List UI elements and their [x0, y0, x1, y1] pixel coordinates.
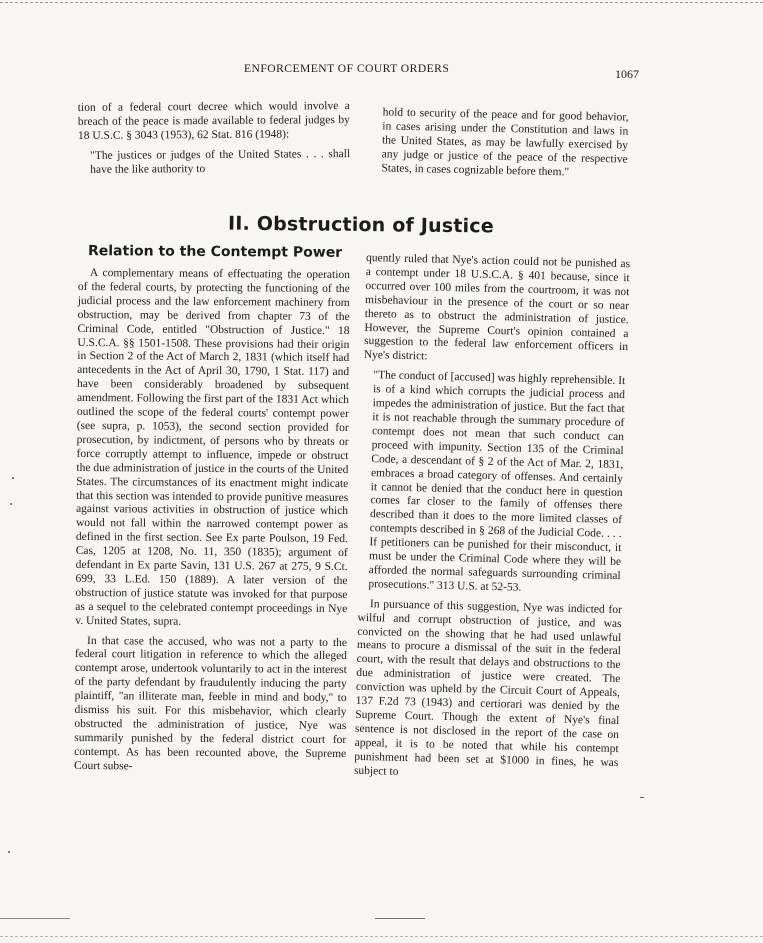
body-right-column: [354, 252, 630, 785]
scan-line: [0, 918, 70, 919]
scan-speck: [10, 503, 12, 505]
section-heading: II. Obstruction of Justice: [227, 212, 494, 238]
top-left-column: [78, 100, 351, 177]
paragraph: In that case the accused, who was not a party to the federal court litigation in reference to which the alleged contempt arose, undertook voluntarily to act in the interest of the party defendant by fraudulently inducing the party plaintiff, "an illiterate man, feeble in mind and body," to dismiss his suit. For this misbehavior, which clearly obstructed the administration of justice, Nye was summarily punished by the federal district court for contempt. As has been recounted above, the Supreme Court subse-: [74, 634, 348, 773]
top-scan-border: [0, 2, 763, 3]
bottom-scan-border: [0, 936, 763, 937]
scan-speck: [12, 477, 14, 479]
scan-line: [375, 918, 425, 919]
paragraph: tion of a federal court decree which would involve a breach of the peace is made available to federal judges by 18 U.S.C. § 3043 (1953), 62 Stat. 816 (1948):: [77, 100, 350, 142]
top-right-column: [381, 106, 628, 181]
running-head: ENFORCEMENT OF COURT ORDERS: [244, 62, 450, 75]
paragraph: quently ruled that Nye's action could not be punished as a contempt under 18 U.S.C.A. § 401 because, since it occurred over 100 miles from the courtroom, it was not misbehaviour in the presence of the court or so near thereto as to obstruct the administration of justice. However, the Supreme Court's opinion contained a suggestion to the federal law enforcement officers in Nye's district:: [363, 251, 631, 363]
paragraph: In pursuance of this suggestion, Nye was indicted for wilful and corrupt obstruction of justice, and was convicted on the showing that he had used unlawful means to procure a dismissal of the suit in the federal court, with the result that delays and obstructions to the due administration of justice were created. The conviction was upheld by the Circuit Court of Appeals, 137 F.2d 73 (1943) and certiorari was denied by the Supreme Court. Though the extent of Nye's final sentence is not disclosed in the report of the case on appeal, it is to be noted that while his contempt punishment had been set at $1000 in fines, he was subject to: [353, 597, 623, 778]
block-quote: "The conduct of [accused] was highly reprehensible. It is of a kind which corrupts the judicial process and impedes the administration of justice. But the fact that it is not reachable through the summary procedure of contempt does not mean that such conduct can proceed with impunity. Section 135 of the Criminal Code, a descendant of § 2 of the Act of Mar. 2, 1831, embraces a broad category of offenses. And certainly it cannot be denied that the conduct here in question comes far closer to the family of offenses there described than it does to the more limited classes of contempts described in § 268 of the Judicial Code. . . . If petitioners can be punished for their misconduct, it must be under the Criminal Code where they will be afforded the normal safeguards surrounding criminal prosecutions." 313 U.S. at 52-53.: [368, 369, 626, 594]
paragraph: A complementary means of effectuating the operation of the federal courts, by protecting the functioning of the judicial process and the law enforcement machinery from obstruction, may be derived from chapter 73 of the Criminal Code, entitled "Obstruction of Justice." 18 U.S.C.A. §§ 1501-1508. These provisions had their origin in Section 2 of the Act of March 2, 1831 (which itself had antecedents in the Act of April 30, 1790, 1 Stat. 117) and have been considerably broadened by subsequent amendment. Following the first part of the 1831 Act which outlined the scope of the federal courts' contempt power (see supra, p. 1053), the second section provided for prosecution, by indictment, of persons who by threats or force corruptly attempt to influence, impede or obstruct the due administration of justice in the courts of the United States. The circumstances of its enactment might indicate that this section was intended to provide punitive measures against various activities in obstruction of justice which would not fall within the narrowed contempt power as defined in the first section. See Ex parte Poulson, 19 Fed. Cas, 1205 at 1208, No. 11, 350 (1835); argument of defendant in Ex parte Savin, 131 U.S. 267 at 275, 9 S.Ct. 699, 33 L.Ed. 150 (1889). A later version of the obstruction of justice statute was invoked for that purpose as a sequel to the celebrated contempt proceedings in Nye v. United States, supra.: [75, 267, 350, 628]
body-left-column: [74, 267, 350, 776]
scan-speck: [640, 797, 644, 798]
subheading: Relation to the Contempt Power: [87, 243, 343, 261]
quote-paragraph: hold to security of the peace and for good behavior, in cases arising under the Constitution and laws in the United States, as may be lawfully exercised by any judge or justice of the peace of the respective States, in cases cognizable before them.": [381, 106, 629, 178]
page-number: 1067: [615, 67, 639, 81]
scan-speck: [8, 851, 10, 853]
quote-paragraph: "The justices or judges of the United States . . . shall have the like authority to: [90, 147, 351, 176]
